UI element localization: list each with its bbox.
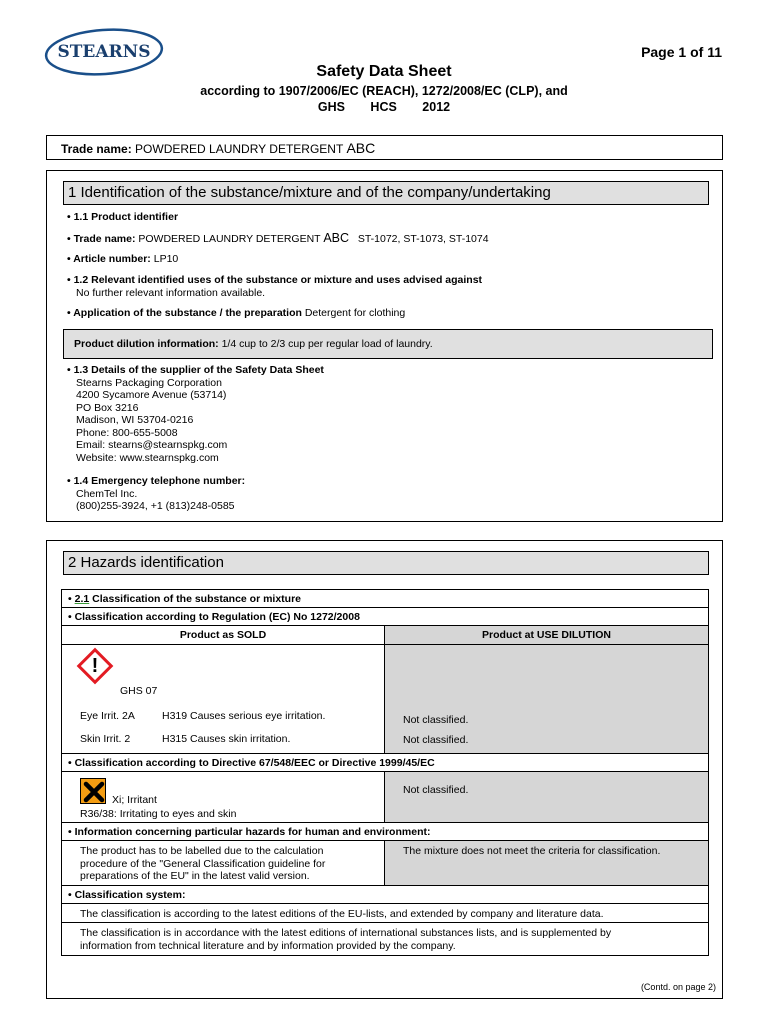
eye-class: Eye Irrit. 2A — [80, 710, 135, 722]
r-phrase: R36/38: Irritating to eyes and skin — [80, 808, 237, 820]
classification-system-row: • Classification system: — [61, 885, 709, 904]
particular-hazards-row: • Information concerning particular hazards for human and environment: — [61, 822, 709, 841]
xi-label: Xi; Irritant — [112, 794, 157, 806]
classification-system-text-2: The classification is in accordance with the latest editions of international substances lists, and is supplemented by information from technical literature and by information provided by the company. — [61, 922, 709, 956]
continued-note: (Contd. on page 2) — [640, 982, 716, 992]
eye-hazard: H319 Causes serious eye irritation. — [162, 710, 326, 722]
emergency-telephone: • 1.4 Emergency telephone number: ChemTel Inc. (800)255-3924, +1 (813)248-0585 — [67, 475, 246, 512]
col-product-sold: Product as SOLD — [179, 629, 267, 641]
svg-text:STEARNS: STEARNS — [57, 42, 151, 62]
column-header-row — [61, 625, 709, 645]
classification-row: • 2.1 Classification of the substance or mixture — [61, 589, 709, 608]
article-number: • Article number: LP10 — [67, 253, 179, 265]
document-subtitle — [0, 83, 768, 115]
subtitle-line-1: according to 1907/2006/EC (REACH), 1272/2008/EC (CLP), and — [200, 84, 568, 98]
application: • Application of the substance / the preparation Detergent for clothing — [67, 307, 406, 319]
regulation-row: • Classification according to Regulation (EC) No 1272/2008 — [61, 607, 709, 626]
col-product-dilution: Product at USE DILUTION — [482, 629, 611, 641]
section-1-heading: 1 Identification of the substance/mixture and of the company/undertaking — [63, 181, 709, 205]
particular-dilution: The mixture does not meet the criteria for classification. — [403, 845, 661, 857]
trade-name-suffix: ABC — [346, 140, 376, 156]
xi-row — [61, 771, 709, 823]
exclamation-icon: ! — [91, 655, 99, 677]
relevant-uses: • 1.2 Relevant identified uses of the substance or mixture and uses advised against No further relevant information available. — [67, 274, 483, 299]
document-title: Safety Data Sheet — [316, 63, 452, 80]
supplier-details: • 1.3 Details of the supplier of the Safety Data Sheet Stearns Packaging Corporation 4200 Sycamore Avenue (53714) PO Box 3216 Madison, WI 53704-0216 Phone: 800-655-5008 Email: stearns@stearnspkg.com Website: www.stearnspkg.com — [67, 364, 324, 464]
trade-name-box — [46, 135, 723, 160]
particular-hazards-content: The product has to be labelled due to the calculation procedure of the "General Classification guideline for preparations of the EU" in the latest valid version. The mixture does not meet the criteria for classification. — [61, 840, 709, 886]
section-2-heading: 2 Hazards identification — [63, 551, 709, 575]
not-classified-skin: Not classified. — [403, 734, 469, 746]
dilution-info-box: Product dilution information: 1/4 cup to 2/3 cup per regular load of laundry. — [63, 329, 713, 359]
trade-name-line: • Trade name: POWDERED LAUNDRY DETERGENT ABC ST-1072, ST-1073, ST-1074 — [67, 231, 489, 245]
skin-class: Skin Irrit. 2 — [80, 733, 131, 745]
section-identification — [46, 170, 723, 522]
classification-system-text-1: The classification is according to the latest editions of the EU-lists, and extended by company and literature data. — [61, 903, 709, 923]
product-identifier: • 1.1 Product identifier — [67, 211, 179, 223]
trade-name-label: Trade name: — [61, 142, 132, 156]
page-number: Page 1 of 11 — [641, 44, 722, 60]
trade-name-value: POWDERED LAUNDRY DETERGENT — [135, 142, 344, 156]
not-classified-directive: Not classified. — [403, 784, 469, 796]
xi-irritant-icon — [80, 778, 106, 804]
ghs-label: GHS 07 — [120, 685, 158, 697]
not-classified-eye: Not classified. — [403, 714, 469, 726]
ghs-row — [61, 644, 709, 754]
subtitle-line-2: GHS HCS 2012 — [317, 100, 451, 114]
section-hazards — [46, 540, 723, 999]
directive-row: • Classification according to Directive 67/548/EEC or Directive 1999/45/EC — [61, 753, 709, 772]
skin-hazard: H315 Causes skin irritation. — [162, 733, 291, 745]
